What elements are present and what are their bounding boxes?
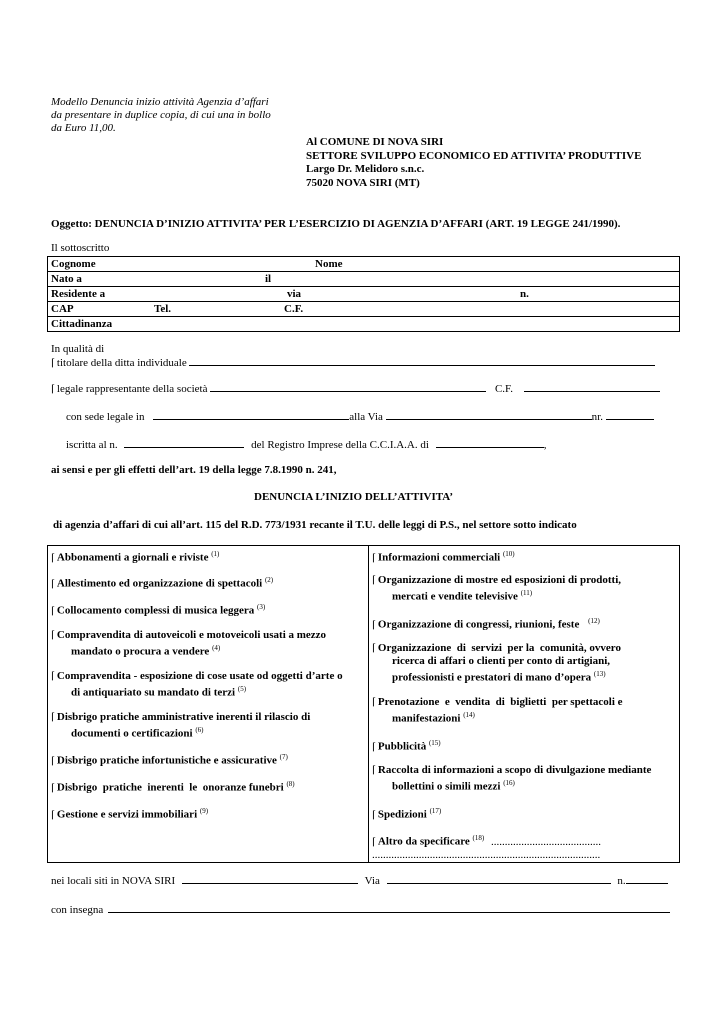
cf-label: C.F.: [284, 303, 304, 315]
row-residenza[interactable]: [48, 287, 679, 302]
societa-field[interactable]: [210, 382, 486, 392]
footnote-ref: (17): [429, 807, 442, 815]
sector-label-cont: professionisti e prestatori di mano d’opera: [392, 671, 592, 684]
checkbox-icon[interactable]: ⌈: [51, 552, 55, 564]
cognome-label: Cognome: [51, 258, 96, 270]
via-label: via: [287, 288, 302, 300]
altro-dots[interactable]: ........................................: [490, 835, 601, 848]
signer-label: Il sottoscritto: [51, 242, 110, 254]
checkbox-titolare[interactable]: ⌈: [51, 358, 55, 369]
option-legale[interactable]: [51, 382, 660, 395]
iscrizione-comma: ,: [543, 439, 547, 451]
nome-label: Nome: [315, 258, 343, 270]
checkbox-icon[interactable]: ⌈: [51, 578, 55, 590]
sector-item[interactable]: [51, 574, 273, 591]
cciaa-city-field[interactable]: [436, 438, 544, 448]
checkbox-icon[interactable]: ⌈: [372, 765, 376, 776]
legale-label: legale rappresentante della società: [56, 383, 208, 395]
sector-label: Organizzazione di mostre ed esposizioni di prodotti,: [377, 574, 622, 586]
sector-item[interactable]: [51, 751, 288, 768]
footnote-ref: (13): [593, 670, 606, 678]
sector-label-cont: documenti o certificazioni: [71, 727, 193, 740]
recipient-line: SETTORE SVILUPPO ECONOMICO ED ATTIVITA’ PRODUTTIVE: [306, 149, 642, 162]
subject-line: Oggetto: DENUNCIA D’INIZIO ATTIVITA’ PER L’ESERCIZIO DI AGENZIA D’AFFARI (ART. 19 LEGGE 241/1990).: [51, 218, 621, 230]
sede-nr-field[interactable]: [606, 410, 654, 420]
model-note-line: Modello Denuncia inizio attività Agenzia d’affari: [51, 96, 269, 108]
footnote-ref: (14): [463, 711, 475, 719]
sector-item[interactable]: [372, 764, 651, 794]
cittadinanza-label: Cittadinanza: [51, 318, 113, 330]
recipient-line: Al COMUNE DI NOVA SIRI: [306, 136, 444, 148]
sector-item[interactable]: [51, 805, 208, 822]
sector-label: Collocamento complessi di musica leggera: [56, 604, 255, 617]
sector-item[interactable]: [372, 805, 441, 822]
footnote-ref: (9): [199, 807, 209, 815]
model-note: [51, 96, 271, 135]
footnote-ref: (1): [211, 550, 220, 558]
sector-item[interactable]: [372, 832, 601, 862]
sector-label-cont: manifestazioni: [392, 712, 461, 725]
sector-label-cont: bollettini o simili mezzi: [392, 780, 501, 793]
titolare-label: titolare della ditta individuale: [56, 357, 187, 369]
sector-item[interactable]: [51, 629, 326, 659]
checkbox-icon[interactable]: ⌈: [51, 712, 55, 723]
footnote-ref: (7): [279, 753, 288, 761]
locali-via-label: Via: [364, 875, 380, 887]
sector-label: Organizzazione di servizi per la comunità, ovvero: [377, 642, 621, 654]
checkbox-icon[interactable]: ⌈: [372, 697, 376, 708]
sector-item[interactable]: [51, 778, 295, 795]
sector-label: Allestimento ed organizzazione di spettacoli: [56, 577, 263, 590]
sector-label: Pubblicità: [377, 740, 427, 753]
sector-label: Gestione e servizi immobiliari: [56, 808, 198, 821]
recipient-line: 75020 NOVA SIRI (MT): [306, 176, 420, 189]
option-titolare[interactable]: [51, 356, 655, 369]
checkbox-icon[interactable]: ⌈: [51, 605, 55, 617]
sector-selection-box: [47, 545, 680, 863]
locali-label: nei locali siti in NOVA SIRI: [51, 875, 176, 887]
sede-legale-row: [66, 410, 654, 423]
activity-intro: di agenzia d’affari di cui all’art. 115 del R.D. 773/1931 recante il T.U. delle leggi di P.S., nel settore sotto indicato: [53, 519, 577, 531]
checkbox-icon[interactable]: ⌈: [372, 643, 376, 654]
qualita-label: In qualità di: [51, 343, 105, 355]
sector-item[interactable]: [51, 670, 343, 700]
checkbox-icon[interactable]: ⌈: [372, 741, 376, 753]
sector-label-cont: di antiquariato su mandato di terzi: [71, 686, 236, 699]
locali-field[interactable]: [182, 874, 358, 884]
tel-label: Tel.: [154, 303, 172, 315]
checkbox-icon[interactable]: ⌈: [372, 809, 376, 821]
titolare-field[interactable]: [189, 356, 655, 366]
row-nascita[interactable]: [48, 272, 679, 287]
locali-row: [51, 874, 668, 887]
sede-via-field[interactable]: [386, 410, 592, 420]
sede-nr-label: nr.: [591, 411, 603, 423]
nato-a-label: Nato a: [51, 273, 82, 285]
sector-item[interactable]: [51, 711, 310, 741]
numero-label: n.: [520, 288, 529, 300]
checkbox-icon[interactable]: ⌈: [372, 552, 376, 564]
sede-city-field[interactable]: [153, 410, 349, 420]
row-contatti[interactable]: [48, 302, 679, 317]
insegna-row: [51, 903, 670, 916]
iscrizione-row: [66, 438, 546, 451]
sector-label-cont: ricerca di affari o clienti per conto di artigiani,: [392, 655, 611, 667]
footnote-ref: (3): [257, 603, 266, 611]
sector-item[interactable]: [51, 548, 219, 565]
sector-label-cont: mandato o procura a vendere: [71, 645, 210, 658]
footnote-ref: (12): [588, 617, 600, 625]
footnote-ref: (16): [503, 779, 515, 787]
declaration-title: DENUNCIA L’INIZIO DELL’ATTIVITA’: [254, 491, 454, 503]
footnote-ref: (18): [472, 834, 485, 842]
legal-basis: ai sensi e per gli effetti dell’art. 19 della legge 7.8.1990 n. 241,: [51, 464, 337, 476]
checkbox-icon[interactable]: ⌈: [372, 836, 376, 848]
sector-label: Informazioni commerciali: [377, 551, 501, 564]
registro-label: del Registro Imprese della C.C.I.A.A. di: [251, 439, 429, 451]
checkbox-icon[interactable]: ⌈: [51, 630, 55, 641]
societa-cf-field[interactable]: [524, 382, 660, 392]
locali-n-field[interactable]: [626, 874, 668, 884]
il-label: il: [265, 273, 272, 285]
recipient-block: [306, 136, 641, 190]
row-cognome-nome[interactable]: [48, 257, 679, 272]
model-note-line: da Euro 11,00.: [51, 122, 116, 134]
insegna-label: con insegna: [51, 904, 104, 916]
insegna-field[interactable]: [108, 903, 670, 913]
signer-details-table: [47, 256, 680, 332]
sector-item[interactable]: [372, 615, 600, 632]
sector-item[interactable]: [372, 548, 515, 565]
sector-item[interactable]: [51, 601, 265, 618]
footnote-ref: (15): [428, 739, 441, 747]
sector-label: Abbonamenti a giornali e riviste: [56, 551, 209, 564]
cap-label: CAP: [51, 303, 74, 315]
model-note-line: da presentare in duplice copia, di cui una in bollo: [51, 109, 271, 121]
sector-label: Disbrigo pratiche amministrative inerenti il rilascio di: [56, 711, 311, 723]
iscritta-label: iscritta al n.: [66, 439, 118, 451]
sector-item[interactable]: [372, 737, 441, 754]
sector-label-cont: mercati e vendite televisive: [392, 590, 518, 603]
footnote-ref: (2): [264, 576, 274, 584]
sector-column-divider: [368, 546, 369, 862]
checkbox-icon[interactable]: ⌈: [51, 755, 55, 767]
sede-via-label: alla Via: [349, 411, 383, 423]
sector-label: Organizzazione di congressi, riunioni, feste: [377, 618, 580, 631]
sede-label: con sede legale in: [66, 411, 145, 423]
sector-item[interactable]: [372, 642, 621, 685]
checkbox-legale[interactable]: ⌈: [51, 384, 55, 395]
checkbox-icon[interactable]: ⌈: [51, 671, 55, 682]
residente-label: Residente a: [51, 288, 106, 300]
checkbox-icon[interactable]: ⌈: [51, 782, 55, 794]
sector-item[interactable]: [372, 696, 623, 726]
sector-label: Compravendita di autoveicoli e motoveicoli usati a mezzo: [56, 629, 327, 641]
footnote-ref: (11): [520, 589, 533, 597]
sector-label: Altro da specificare: [377, 835, 470, 848]
checkbox-icon[interactable]: ⌈: [372, 575, 376, 586]
altro-dots-2[interactable]: ...................................................................................: [372, 848, 601, 861]
footnote-ref: (4): [212, 644, 221, 652]
sector-label: Compravendita - esposizione di cose usate od oggetti d’arte o: [56, 670, 343, 682]
footnote-ref: (6): [195, 726, 204, 734]
footnote-ref: (5): [237, 685, 247, 693]
footnote-ref: (8): [286, 780, 295, 788]
legale-cf-label: C.F.: [494, 383, 514, 395]
row-cittadinanza[interactable]: [48, 317, 679, 331]
recipient-line: Largo Dr. Melidoro s.n.c.: [306, 163, 425, 175]
sector-label: Disbrigo pratiche inerenti le onoranze funebri: [56, 781, 284, 794]
footnote-ref: (10): [502, 550, 515, 558]
sector-label: Disbrigo pratiche infortunistiche e assicurative: [56, 754, 277, 767]
sector-label: Raccolta di informazioni a scopo di divulgazione mediante: [377, 764, 652, 776]
locali-via-field[interactable]: [387, 874, 611, 884]
checkbox-icon[interactable]: ⌈: [51, 809, 55, 821]
iscrizione-number-field[interactable]: [124, 438, 244, 448]
sector-label: Prenotazione e vendita di biglietti per spettacoli e: [377, 696, 623, 708]
checkbox-icon[interactable]: ⌈: [372, 619, 376, 631]
sector-label: Spedizioni: [377, 808, 427, 821]
locali-n-label: n.: [617, 875, 626, 887]
sector-item[interactable]: [372, 574, 621, 604]
